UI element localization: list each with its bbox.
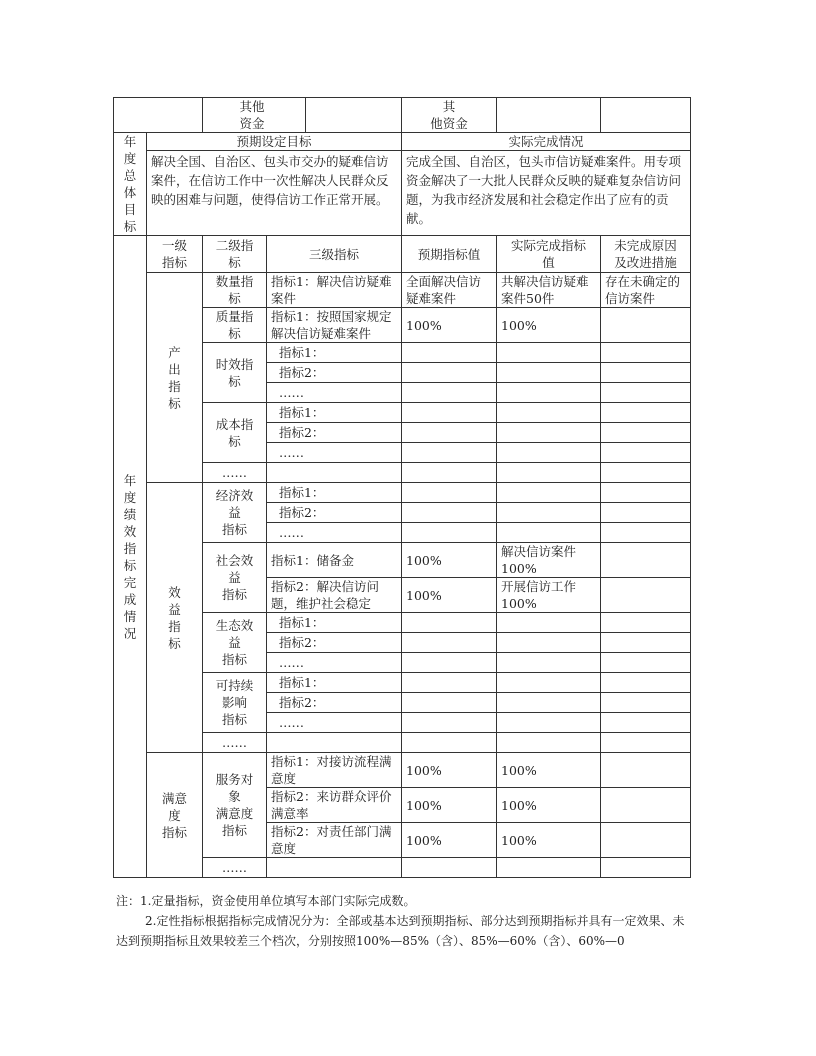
level3-indicator [267,858,402,878]
actual-value [497,613,601,633]
reason-measures [601,443,691,463]
reason-measures [601,753,691,788]
actual-value [497,403,601,423]
blank-cell [601,98,691,133]
reason-measures [601,308,691,343]
actual-value [497,443,601,463]
expected-value [402,443,497,463]
actual-value: 开展信访工作 100% [497,578,601,613]
expected-value: 100% [402,823,497,858]
actual-completion-header: 实际完成情况 [402,133,691,151]
level3-indicator: 指标2：对责任部门满意度 [267,823,402,858]
performance-label: 年 度 绩 效 指 标 完 成 情 况 [114,236,147,878]
level2-indicator: 社会效 益 指标 [203,543,267,613]
reason-measures [601,543,691,578]
expected-value: 100% [402,753,497,788]
actual-value: 100% [497,823,601,858]
reason-measures [601,383,691,403]
level2-indicator: …… [203,733,267,753]
actual-value [497,858,601,878]
level3-indicator [267,463,402,483]
expected-value [402,613,497,633]
level1-indicator: 效 益 指 标 [147,483,203,753]
notes [116,891,696,951]
reason-measures [601,403,691,423]
level2-indicator: 数量指 标 [203,273,267,308]
other-funds-actual-value [497,98,601,133]
level3-indicator: …… [267,383,402,403]
level3-indicator [267,733,402,753]
level1-indicator: 产 出 指 标 [147,273,203,483]
expected-value [402,403,497,423]
indicator-row [114,483,691,503]
reason-measures [601,673,691,693]
level3-indicator: 指标1：对接访流程满意度 [267,753,402,788]
expected-value [402,693,497,713]
expected-value [402,363,497,383]
reason-measures [601,503,691,523]
reason-measures [601,423,691,443]
other-funds-value [306,98,402,133]
other-funds-actual-label: 其 他资金 [402,98,497,133]
note-1: 注：1.定量指标，资金使用单位填写本部门实际完成数。 [116,894,416,908]
actual-value [497,673,601,693]
actual-value: 100% [497,753,601,788]
level3-indicator: 指标2： [267,423,402,443]
header-row [114,236,691,273]
level3-indicator: 指标1： [267,673,402,693]
actual-value [497,733,601,753]
other-funds-label: 其他 资金 [203,98,306,133]
reason-measures [601,633,691,653]
reason-measures [601,523,691,543]
level3-indicator: 指标2： [267,633,402,653]
reason-measures [601,363,691,383]
level2-indicator: …… [203,463,267,483]
actual-value: 解决信访案件 100% [497,543,601,578]
indicator-row [114,753,691,788]
reason-measures [601,343,691,363]
level2-indicator: …… [203,858,267,878]
level3-indicator: …… [267,653,402,673]
level2-indicator: 可持续 影响 指标 [203,673,267,733]
expected-value [402,483,497,503]
level3-indicator: 指标1： [267,343,402,363]
level3-indicator: 指标2： [267,503,402,523]
expected-value [402,673,497,693]
expected-value [402,463,497,483]
reason-measures [601,578,691,613]
level3-indicator: 指标2： [267,363,402,383]
expected-value [402,633,497,653]
expected-goal-text: 解决全国、自治区、包头市交办的疑难信访案件，在信访工作中一次性解决人民群众反映的困难与问题，使得信访工作正常开展。 [147,151,402,236]
actual-value [497,523,601,543]
expected-value: 100% [402,788,497,823]
level1-indicator: 满意 度 指标 [147,753,203,878]
actual-value [497,383,601,403]
actual-value [497,633,601,653]
expected-value [402,343,497,363]
actual-value: 100% [497,308,601,343]
reason-measures [601,483,691,503]
level3-indicator: 指标1：解决信访疑难案件 [267,273,402,308]
column-header: 一级 指标 [147,236,203,273]
level3-indicator: …… [267,443,402,463]
expected-value [402,423,497,443]
actual-value [497,693,601,713]
level3-indicator: 指标2：来访群众评价满意率 [267,788,402,823]
annual-goal-label: 年 度 总 体 目 标 [114,133,147,236]
expected-value [402,858,497,878]
level3-indicator: 指标1： [267,403,402,423]
column-header: 二级指 标 [203,236,267,273]
reason-measures [601,613,691,633]
performance-indicator-table [113,235,691,878]
level3-indicator: …… [267,523,402,543]
expected-value: 全面解决信访疑难案件 [402,273,497,308]
expected-value: 100% [402,578,497,613]
reason-measures [601,733,691,753]
expected-value [402,383,497,403]
reason-measures: 存在未确定的信访案件 [601,273,691,308]
expected-goal-header: 预期设定目标 [147,133,402,151]
actual-value: 共解决信访疑难案件50件 [497,273,601,308]
reason-measures [601,463,691,483]
reason-measures [601,858,691,878]
actual-value [497,463,601,483]
funding-row-table [113,97,691,133]
level2-indicator: 成本指 标 [203,403,267,463]
actual-value [497,503,601,523]
level2-indicator: 服务对 象 满意度 指标 [203,753,267,858]
funding-row [114,98,691,133]
expected-value [402,713,497,733]
actual-value [497,483,601,503]
note-2: 2.定性指标根据指标完成情况分为：全部或基本达到预期指标、部分达到预期指标并具有一定效果、未达到预期指标且效果较差三个档次，分别按照100%—85%（含）、85%—60%（含）、60%—0 [116,914,685,948]
expected-value [402,503,497,523]
expected-value [402,653,497,673]
level2-indicator: 质量指 标 [203,308,267,343]
actual-value [497,713,601,733]
reason-measures [601,693,691,713]
level3-indicator: …… [267,713,402,733]
level3-indicator: 指标1： [267,483,402,503]
reason-measures [601,713,691,733]
blank-cell [114,98,203,133]
actual-value [497,423,601,443]
level2-indicator: 时效指 标 [203,343,267,403]
expected-value: 100% [402,543,497,578]
column-header: 预期指标值 [402,236,497,273]
level3-indicator: 指标1： [267,613,402,633]
level2-indicator: 生态效 益 指标 [203,613,267,673]
reason-measures [601,823,691,858]
column-header: 未完成原因 及改进措施 [601,236,691,273]
column-header: 三级指标 [267,236,402,273]
expected-value [402,523,497,543]
level3-indicator: 指标1：按照国家规定解决信访疑难案件 [267,308,402,343]
actual-value [497,653,601,673]
annual-goal-table [113,132,691,236]
expected-value: 100% [402,308,497,343]
actual-value [497,363,601,383]
column-header: 实际完成指标 值 [497,236,601,273]
actual-completion-text: 完成全国、自治区，包头市信访疑难案件。用专项资金解决了一大批人民群众反映的疑难复杂信访问题，为我市经济发展和社会稳定作出了应有的贡献。 [402,151,691,236]
level3-indicator: 指标2：解决信访问题，维护社会稳定 [267,578,402,613]
level2-indicator: 经济效 益 指标 [203,483,267,543]
level3-indicator: 指标1：储备金 [267,543,402,578]
indicator-row [114,273,691,308]
actual-value [497,343,601,363]
reason-measures [601,788,691,823]
expected-value [402,733,497,753]
reason-measures [601,653,691,673]
actual-value: 100% [497,788,601,823]
level3-indicator: 指标2： [267,693,402,713]
